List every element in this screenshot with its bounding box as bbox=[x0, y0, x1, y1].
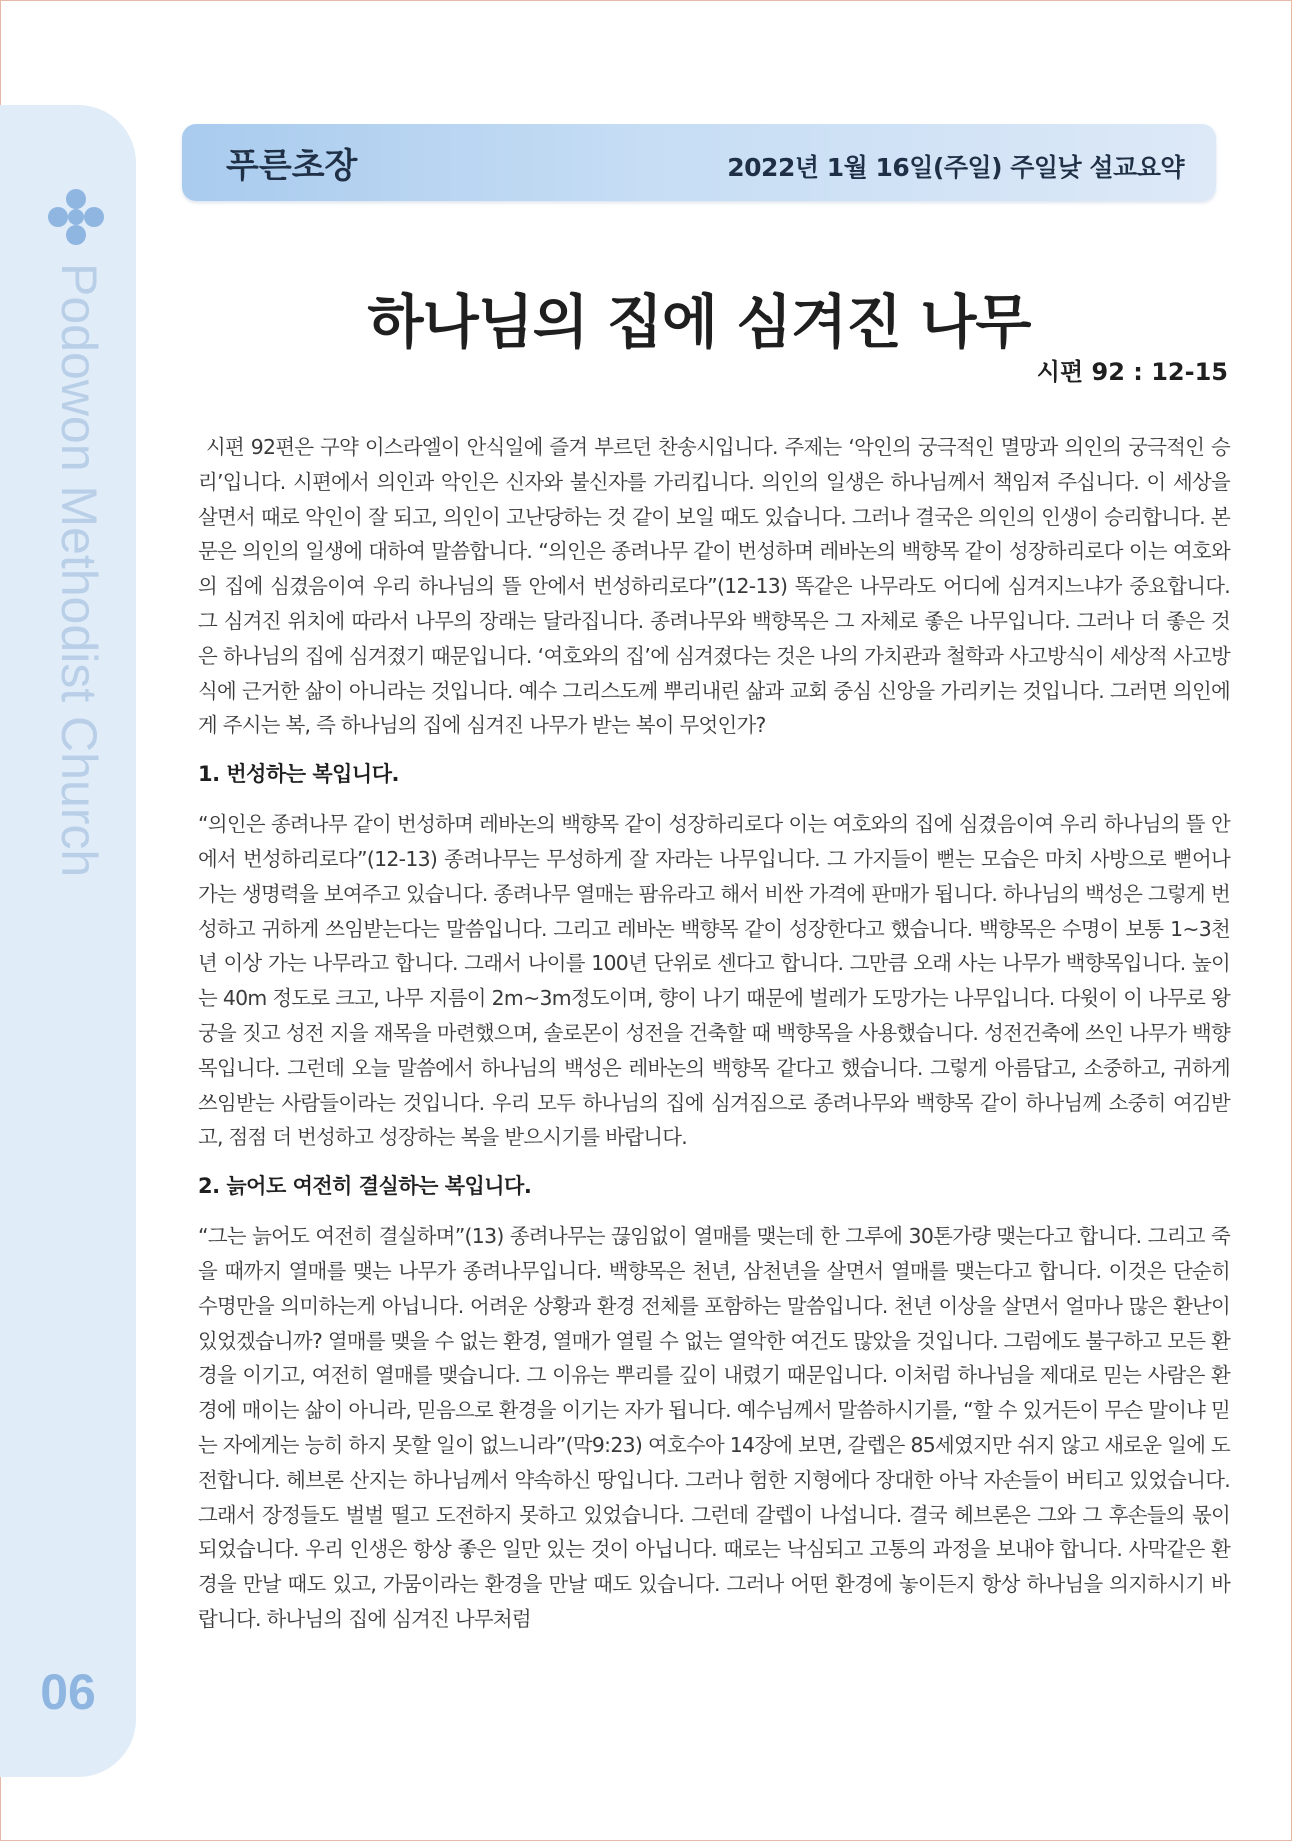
section-paragraph: “그는 늙어도 여전히 결실하며”(13) 종려나무는 끊임없이 열매를 맺는데 한 그루에 30톤가량 맺는다고 합니다. 그리고 죽을 때까지 열매를 맺는 나무가 종려나무입니다. 백향목은 천년, 삼천년을 살면서 열매를 맺는다고 합니다. 이것은 단순히 수명만을 의미하는게 아닙니다. 어려운 상황과 환경 전체를 포함하는 말씀입니다. 천년 이상을 살면서 얼마나 많은 환난이 있었겠습니까? 열매를 맺을 수 없는 환경, 열매가 열릴 수 없는 열악한 여건도 많았을 것입니다. 그럼에도 불구하고 모든 환경을 이기고, 여전히 열매를 맺습니다. 그 이유는 뿌리를 깊이 내렸기 때문입니다. 이처럼 하나님을 제대로 믿는 사람은 환경에 매이는 삶이 아니라, 믿음으로 환경을 이기는 자가 됩니다. 예수님께서 말씀하시기를, “할 수 있거든이 무슨 말이냐 믿는 자에게는 능히 하지 못할 일이 없느니라”(막9:23) 여호수아 14장에 보면, 갈렙은 85세였지만 쉬지 않고 새로운 일에 도전합니다. 헤브론 산지는 하나님께서 약속하신 땅입니다. 그러나 험한 지형에다 장대한 아낙 자손들이 버티고 있었습니다. 그래서 장정들도 벌벌 떨고 도전하지 못하고 있었습니다. 그런데 갈렙이 나섭니다. 결국 헤브론은 그와 그 후손들의 몫이 되었습니다. 우리 인생은 항상 좋은 일만 있는 것이 아닙니다. 때로는 낙심되고 고통의 과정을 보내야 합니다. 사막같은 환경을 만날 때도 있고, 가뭄이라는 환경을 만날 때도 있습니다. 그러나 어떤 환경에 놓이든지 항상 하나님을 의지하시기 바랍니다. 하나님의 집에 심겨진 나무처럼 bbox=[198, 1224, 1230, 1631]
sermon-title: 하나님의 집에 심겨진 나무 bbox=[367, 287, 1031, 356]
church-name-vertical: Podowon Methodist Church bbox=[51, 263, 107, 878]
section-heading: 2. 늙어도 여전히 결실하는 복입니다. bbox=[198, 1174, 532, 1199]
sermon-date: 2022년 1월 16일(주일) 주일낮 설교요약 bbox=[727, 153, 1184, 182]
section-heading: 1. 번성하는 복입니다. bbox=[198, 762, 399, 787]
sidebar bbox=[0, 105, 136, 1777]
scripture-reference: 시편 92 : 12-15 bbox=[1036, 358, 1228, 386]
clover-cross-icon bbox=[46, 187, 106, 247]
sermon-body bbox=[198, 430, 1230, 1637]
section-paragraph: “의인은 종려나무 같이 번성하며 레바논의 백향목 같이 성장하리로다 이는 여호와의 집에 심겼음이여 우리 하나님의 뜰 안에서 번성하리로다”(12-13) 종려나무는 무성하게 잘 자라는 나무입니다. 그 가지들이 뻗는 모습은 마치 사방으로 뻗어나가는 생명력을 보여주고 있습니다. 종려나무 열매는 팜유라고 해서 비싼 가격에 판매가 됩니다. 하나님의 백성은 그렇게 번성하고 귀하게 쓰임받는다는 말씀입니다. 그리고 레바논 백향목 같이 성장한다고 했습니다. 백향목은 수명이 보통 1~3천년 이상 가는 나무라고 합니다. 그래서 나이를 100년 단위로 센다고 합니다. 그만큼 오래 사는 나무가 백향목입니다. 높이는 40m 정도로 크고, 나무 지름이 2m~3m정도이며, 향이 나기 때문에 벌레가 도망가는 나무입니다. 다윗이 이 나무로 왕궁을 짓고 성전 지을 재목을 마련했으며, 솔로몬이 성전을 건축할 때 백향목을 사용했습니다. 성전건축에 쓰인 나무가 백향목입니다. 그런데 오늘 말씀에서 하나님의 백성은 레바논의 백향목 같다고 했습니다. 그렇게 아름답고, 소중하고, 귀하게 쓰임받는 사람들이라는 것입니다. 우리 모두 하나님의 집에 심겨짐으로 종려나무와 백향목 같이 하나님께 소중히 여김받고, 점점 더 번성하고 성장하는 복을 받으시기를 바랍니다. bbox=[198, 812, 1230, 1150]
intro-paragraph: 시편 92편은 구약 이스라엘이 안식일에 즐겨 부르던 찬송시입니다. 주제는 ‘악인의 궁극적인 멸망과 의인의 궁극적인 승리’입니다. 시편에서 의인과 악인은 신자와 불신자를 가리킵니다. 의인의 일생은 하나님께서 책임져 주십니다. 이 세상을 살면서 때로 악인이 잘 되고, 의인이 고난당하는 것 같이 보일 때도 있습니다. 그러나 결국은 의인의 인생이 승리합니다. 본문은 의인의 일생에 대하여 말씀합니다. “의인은 종려나무 같이 번성하며 레바논의 백향목 같이 성장하리로다 이는 여호와의 집에 심겼음이여 우리 하나님의 뜰 안에서 번성하리로다”(12-13) 똑같은 나무라도 어디에 심겨지느냐가 중요합니다. 그 심겨진 위치에 따라서 나무의 장래는 달라집니다. 종려나무와 백향목은 그 자체로 좋은 나무입니다. 그러나 더 좋은 것은 하나님의 집에 심겨졌기 때문입니다. ‘여호와의 집’에 심겨졌다는 것은 나의 가치관과 철학과 사고방식이 세상적 사고방식에 근거한 삶이 아니라는 것입니다. 예수 그리스도께 뿌리내린 삶과 교회 중심 신앙을 가리키는 것입니다. 그러면 의인에게 주시는 복, 즉 하나님의 집에 심겨진 나무가 받는 복이 무엇인가? bbox=[198, 435, 1230, 738]
page-number: 06 bbox=[40, 1664, 96, 1720]
series-title: 푸른초장 bbox=[226, 146, 358, 186]
header-banner bbox=[182, 124, 1216, 201]
